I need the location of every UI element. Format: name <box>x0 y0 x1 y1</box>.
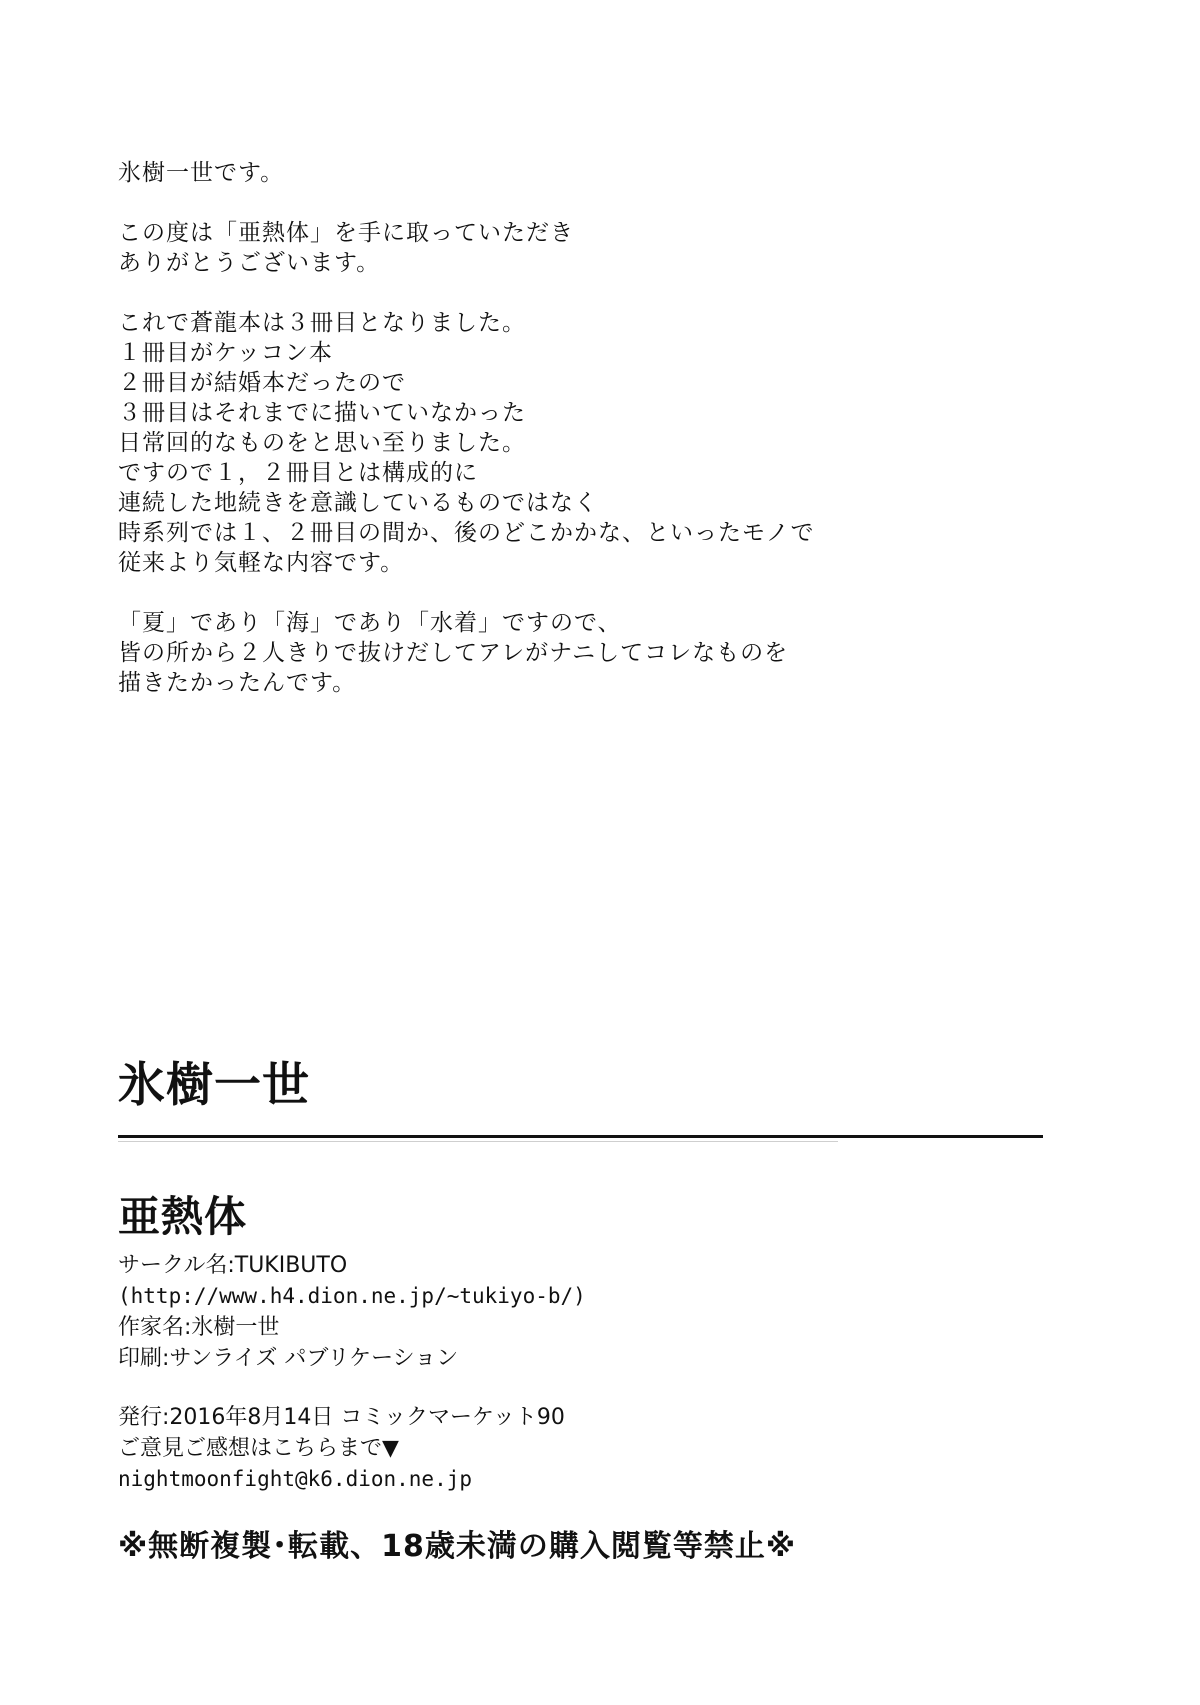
afterword-line: 氷樹一世です。 <box>118 160 285 186</box>
afterword-line: １冊目がケッコン本 <box>118 340 333 366</box>
circle-name: サークル名:TUKIBUTO <box>118 1253 348 1278</box>
afterword-line <box>118 578 858 608</box>
colophon-divider <box>118 1135 1043 1138</box>
afterword-line: 日常回的なものをと思い至りました。 <box>118 430 526 456</box>
publication-info: 発行:2016年8月14日 コミックマーケット90 <box>118 1405 565 1430</box>
afterword-line: 従来より気軽な内容です。 <box>118 550 405 576</box>
afterword-line: ですので１，２冊目とは構成的に <box>118 460 478 486</box>
afterword-line: 皆の所から２人きりで抜けだしてアレがナニしてコレなものを <box>118 640 789 666</box>
afterword-line: 「夏」であり「海」であり「水着」ですので、 <box>118 610 622 636</box>
afterword-line: ３冊目はそれまでに描いていなかった <box>118 400 526 426</box>
afterword-line: ２冊目が結婚本だったので <box>118 370 406 396</box>
afterword-line: これで蒼龍本は３冊目となりました。 <box>118 310 526 336</box>
afterword-text <box>118 158 858 698</box>
book-title: 亜熱体 <box>118 1192 248 1241</box>
circle-url: (http://www.h4.dion.ne.jp/~tukiyo-b/) <box>118 1284 586 1308</box>
colophon-spacer <box>118 1374 586 1402</box>
author-heading: 氷樹一世 <box>118 1058 310 1113</box>
author-name: 作家名:氷樹一世 <box>118 1315 280 1340</box>
colophon-divider-shadow <box>118 1141 838 1142</box>
afterword-line: ありがとうございます。 <box>118 250 381 276</box>
afterword-line: 連続した地続きを意識しているものではなく <box>118 490 598 516</box>
afterword-line: 描きたかったんです。 <box>118 670 357 696</box>
copyright-warning: ※無断複製･転載、18歳未満の購入閲覧等禁止※ <box>118 1529 797 1564</box>
feedback-note: ご意見ご感想はこちらまで▼ <box>118 1436 399 1461</box>
afterword-line <box>118 188 858 218</box>
printer-name: 印刷:サンライズ パブリケーション <box>118 1346 459 1371</box>
afterword-line <box>118 278 858 308</box>
colophon-details <box>118 1250 586 1495</box>
afterword-line: 時系列では１、２冊目の間か、後のどこかかな、といったモノで <box>118 520 815 546</box>
contact-email: nightmoonfight@k6.dion.ne.jp <box>118 1467 473 1491</box>
afterword-line: この度は「亜熱体」を手に取っていただき <box>118 220 574 246</box>
